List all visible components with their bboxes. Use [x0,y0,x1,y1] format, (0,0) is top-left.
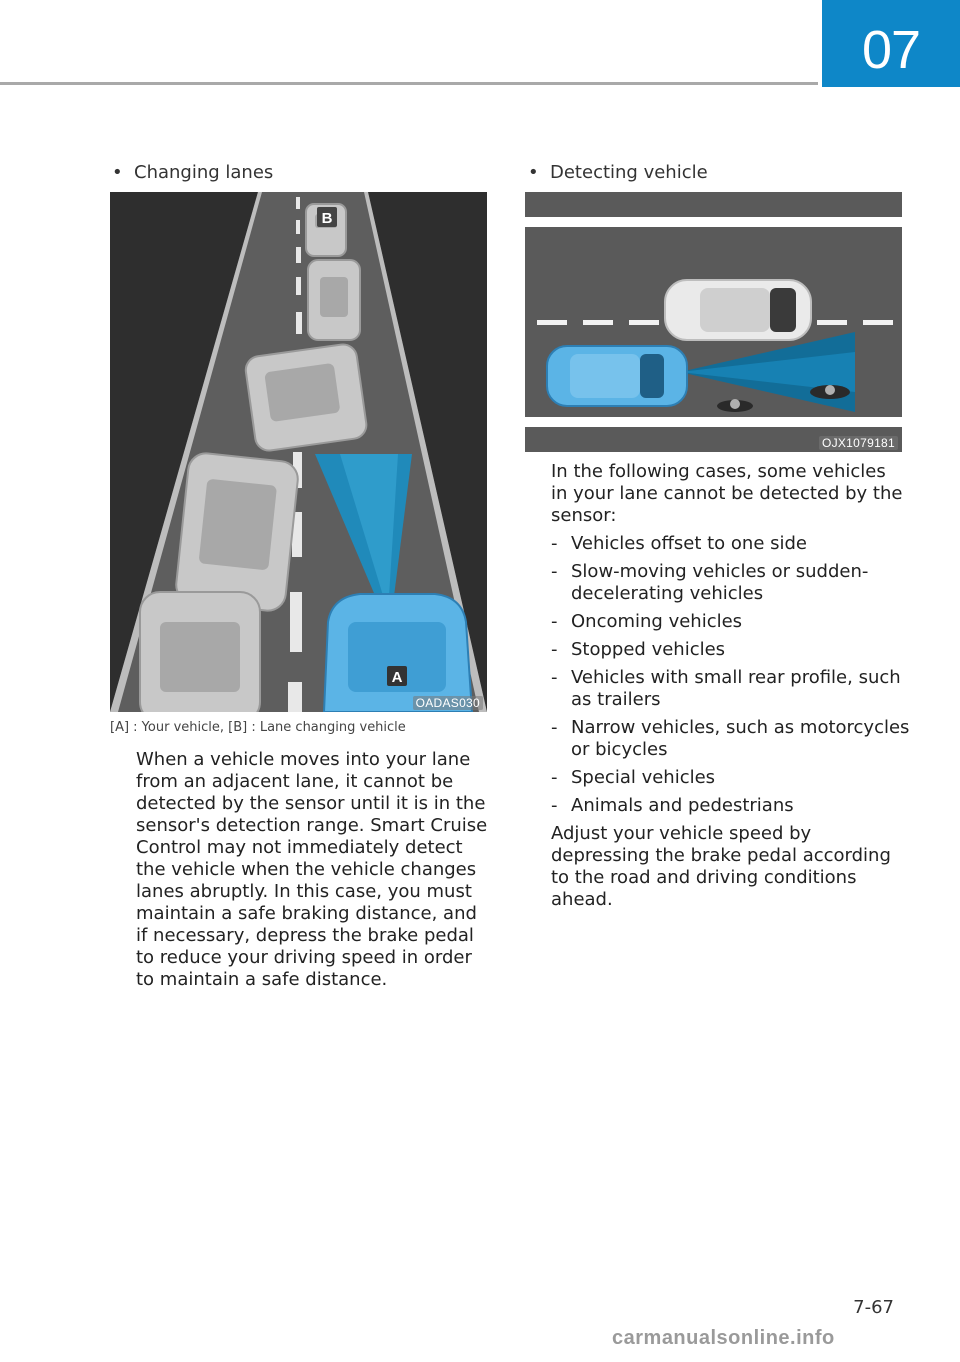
bullet-icon: • [528,162,539,183]
label-b: B [321,210,333,227]
changing-lanes-figure [110,192,487,712]
bullet-icon: • [112,162,123,183]
detecting-outro: Adjust your vehicle speed by depressing the brake pedal according to the road and driving conditions ahead. [551,823,891,910]
list-item: - Narrow vehicles, such as motorcycles or bicycles [551,717,910,760]
figure-caption: [A] : Your vehicle, [B] : Lane changing vehicle [110,720,406,735]
list-item: - Stopped vehicles [551,639,726,660]
detecting-intro: In the following cases, some vehicles in your lane cannot be detected by the sensor: [551,461,903,526]
list-item: - Animals and pedestrians [551,795,794,816]
detecting-vehicle-figure [525,192,902,452]
undetected-vehicle-list [551,533,911,823]
figure-code: OADAS030 [413,696,483,710]
changing-lanes-illustration [110,192,487,712]
list-item: - Vehicles offset to one side [551,533,808,554]
list-item: - Special vehicles [551,767,716,788]
detecting-vehicle-illustration [525,192,902,452]
list-item: - Oncoming vehicles [551,611,743,632]
detecting-vehicle-heading: • Detecting vehicle [528,162,708,183]
chapter-number: 07 [861,20,921,80]
changing-lanes-body: When a vehicle moves into your lane from an adjacent lane, it cannot be detected by the sensor until it is in the sensor's detection range. Smart Cruise Control may not immediately detect the vehicle when the vehicle changes lanes abruptly. In this case, you must maintain a safe braking distance, and if necessary, depress the brake pedal to reduce your driving speed in order to maintain a safe distance. [136,749,488,990]
changing-lanes-heading: • Changing lanes [112,162,274,183]
header-rule [0,82,818,85]
page-number: 7-67 [853,1297,894,1318]
list-item: - Slow-moving vehicles or sudden-decelerating vehicles [551,561,869,604]
label-a: A [391,669,403,686]
chapter-tab [822,0,960,87]
figure-code: OJX1079181 [819,436,898,450]
list-item: - Vehicles with small rear profile, such as trailers [551,667,901,710]
watermark: carmanualsonline.info [612,1327,835,1349]
